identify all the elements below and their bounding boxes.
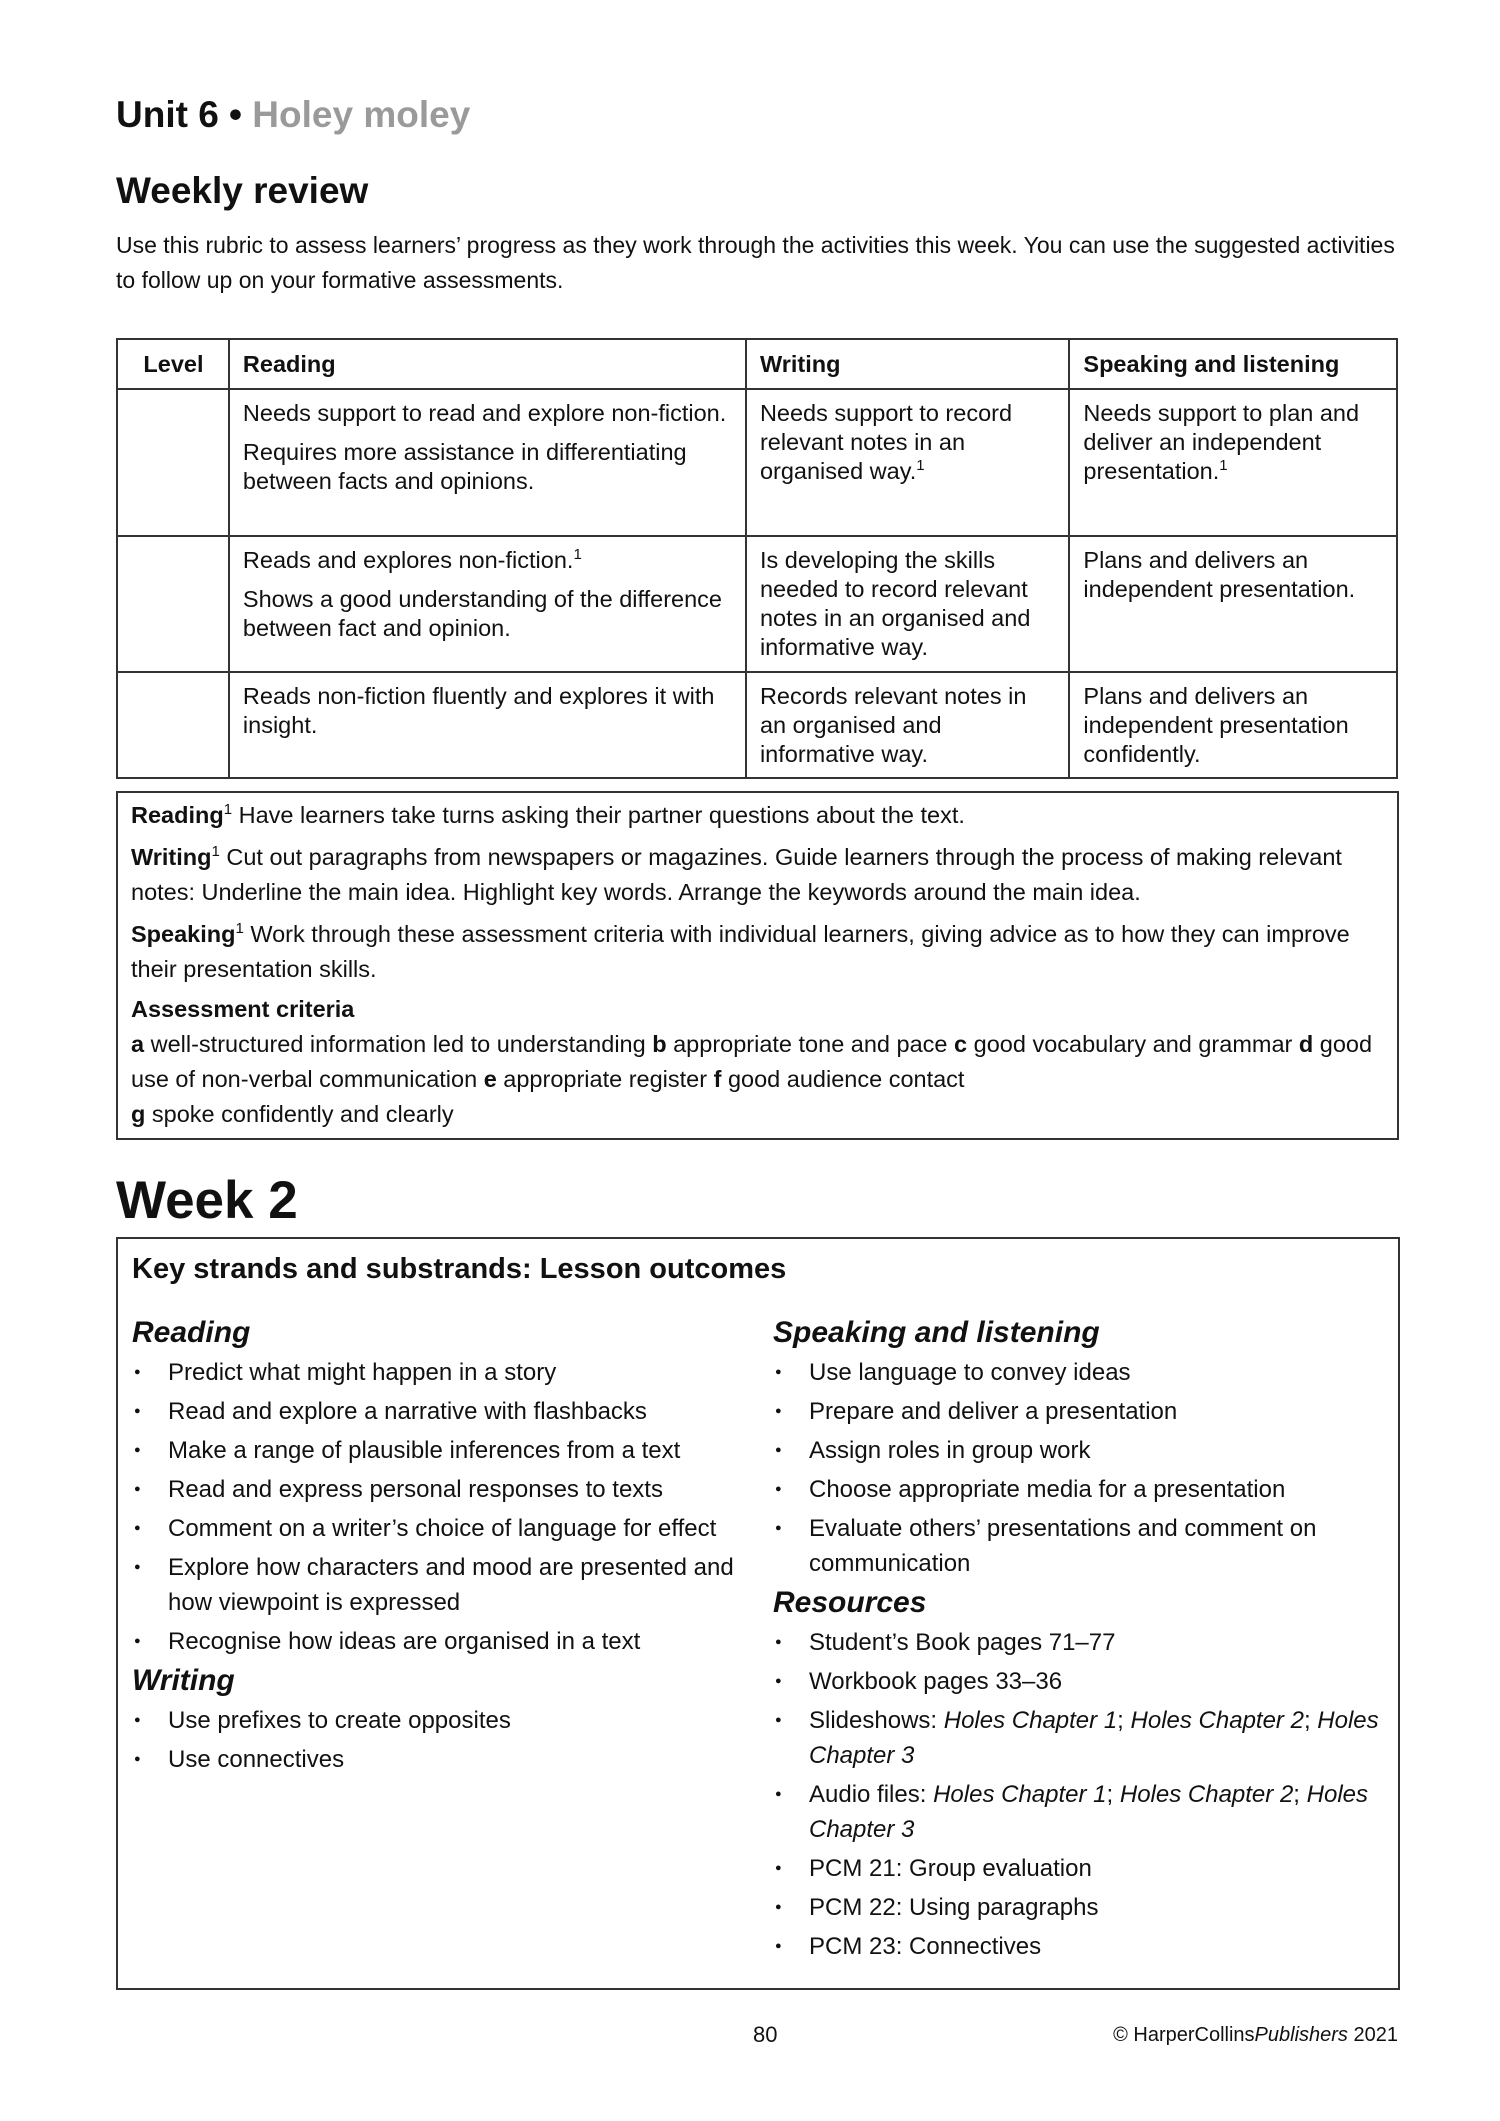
list-item (773, 1777, 1383, 1847)
column-header-speaking: Speaking and listening (1069, 339, 1397, 389)
reading-cell (229, 672, 746, 778)
unit-separator: • (218, 94, 253, 135)
criterion-letter: g (131, 1101, 146, 1127)
copyright-suffix: 2021 (1347, 2024, 1398, 2046)
followup-label: Reading (131, 802, 224, 828)
cell-text: Needs support to read and explore non-fiction. (242, 400, 727, 426)
reading-cell (229, 536, 746, 672)
followup-reading (131, 798, 1385, 833)
criterion-letter: f (713, 1066, 722, 1092)
resource-separator: ; (1106, 1781, 1120, 1808)
list-item: ● Make a range of plausible inferences from a text (132, 1433, 752, 1468)
resource-separator: ; (1293, 1781, 1307, 1808)
criterion-text: well-structured information led to understanding (144, 1031, 653, 1057)
criterion-letter: d (1298, 1031, 1314, 1057)
list-item: ● PCM 21: Group evaluation (773, 1851, 1383, 1886)
resource-title: Holes Chapter 1 (933, 1781, 1107, 1808)
cell-text: Needs support to plan and deliver an independent presentation. (1083, 400, 1360, 484)
list-item: ● Predict what might happen in a story (132, 1355, 752, 1390)
resource-title: Holes Chapter 2 (1119, 1781, 1294, 1808)
list-item: ● Read and express personal responses to texts (132, 1472, 752, 1507)
reading-cell (229, 389, 746, 536)
followup-box (116, 791, 1399, 1140)
cell-text: Reads non-fiction fluently and explores it with insight. (242, 683, 715, 738)
resources-list (773, 1625, 1383, 1964)
footnote-mark: 1 (1219, 457, 1228, 475)
list-item: ● Assign roles in group work (773, 1433, 1383, 1468)
resource-title: Holes Chapter 3 (809, 1781, 1368, 1843)
resource-separator: ; (1117, 1707, 1131, 1734)
level-cell (117, 389, 229, 536)
footnote-mark: 1 (235, 920, 244, 938)
lesson-outcomes-box (116, 1237, 1400, 1990)
cell-text: Reads and explores non-fiction. (242, 547, 574, 573)
speaking-heading: Speaking and listening (773, 1316, 1100, 1349)
rubric-table (116, 338, 1398, 779)
list-item: ● PCM 22: Using paragraphs (773, 1890, 1383, 1925)
criteria-list (131, 1027, 1385, 1132)
cell-text: Shows a good understanding of the difference between fact and opinion. (242, 586, 722, 641)
list-item (773, 1703, 1383, 1773)
criterion-text: appropriate tone and pace (666, 1031, 955, 1057)
list-item: ● Explore how characters and mood are presented and how viewpoint is expressed (132, 1550, 752, 1620)
unit-label: Unit 6 (116, 94, 219, 135)
speaking-cell (1069, 389, 1397, 536)
unit-heading (116, 94, 470, 136)
list-item: ● Use connectives (132, 1742, 752, 1777)
footnote-mark: 1 (211, 843, 220, 861)
copyright-prefix: © HarperCollins (1113, 2024, 1255, 2046)
speaking-cell: Plans and delivers an independent presentation. (1069, 536, 1397, 672)
outcomes-title: Key strands and substrands: Lesson outcomes (132, 1253, 787, 1285)
criterion-letter: b (652, 1031, 667, 1057)
unit-subtitle: Holey moley (252, 94, 471, 135)
resource-separator: ; (1303, 1707, 1318, 1734)
column-header-reading: Reading (229, 339, 746, 389)
followup-label: Speaking (131, 921, 236, 947)
footnote-mark: 1 (573, 546, 582, 564)
list-item: ● Workbook pages 33–36 (773, 1664, 1383, 1699)
table-row (117, 536, 1397, 672)
writing-list (132, 1703, 752, 1777)
criterion-text: good vocabulary and grammar (967, 1031, 1299, 1057)
table-row (117, 389, 1397, 536)
list-item: ● Evaluate others’ presentations and comment on communication (773, 1511, 1383, 1581)
reading-heading: Reading (132, 1316, 251, 1349)
criterion-text: good use of non-verbal communication (131, 1031, 1373, 1092)
criterion-letter: a (131, 1031, 145, 1057)
list-item: ● Use prefixes to create opposites (132, 1703, 752, 1738)
page-number: 80 (753, 2022, 778, 2047)
footnote-mark: 1 (223, 801, 233, 819)
cell-text: Needs support to record relevant notes in an organised way. (759, 400, 1013, 484)
column-header-level: Level (117, 339, 229, 389)
resource-title: Holes Chapter 2 (1130, 1707, 1304, 1734)
rubric-header-row (117, 339, 1397, 389)
followup-text: Cut out paragraphs from newspapers or magazines. Guide learners through the process of making relevant notes: Underline the main idea. Highlight key words. Arrange the keywords around the main idea. (131, 844, 1342, 905)
criteria-heading: Assessment criteria (131, 996, 355, 1022)
followup-speaking (131, 917, 1385, 987)
column-header-writing: Writing (746, 339, 1069, 389)
list-item: ● Comment on a writer’s choice of language for effect (132, 1511, 752, 1546)
criterion-text: appropriate register (496, 1066, 714, 1092)
footnote-mark: 1 (916, 457, 925, 475)
writing-cell: Records relevant notes in an organised and informative way. (746, 672, 1069, 778)
criterion-letter: c (954, 1031, 968, 1057)
resource-title: Holes Chapter 1 (943, 1707, 1118, 1734)
table-row (117, 672, 1397, 778)
criterion-letter: e (483, 1066, 497, 1092)
list-item: ● Student’s Book pages 71–77 (773, 1625, 1383, 1660)
writing-heading: Writing (132, 1664, 235, 1697)
list-item: ● Read and explore a narrative with flashbacks (132, 1394, 752, 1429)
list-item: ● Use language to convey ideas (773, 1355, 1383, 1390)
list-item: ● Prepare and deliver a presentation (773, 1394, 1383, 1429)
copyright (1113, 2024, 1398, 2047)
resource-prefix: Slideshows: (809, 1707, 944, 1734)
list-item: ● Choose appropriate media for a presentation (773, 1472, 1383, 1507)
outcomes-right-column (773, 1315, 1383, 1968)
writing-cell (746, 389, 1069, 536)
cell-text: Requires more assistance in differentiating between facts and opinions. (242, 439, 687, 494)
followup-text: Work through these assessment criteria with individual learners, giving advice as to how they can improve their presentation skills. (131, 921, 1350, 982)
criterion-text: spoke confidently and clearly (145, 1101, 454, 1127)
copyright-italic: Publishers (1254, 2024, 1348, 2046)
list-item: ● Recognise how ideas are organised in a text (132, 1624, 752, 1659)
writing-cell: Is developing the skills needed to record relevant notes in an organised and informative way. (746, 536, 1069, 672)
speaking-cell: Plans and delivers an independent presentation confidently. (1069, 672, 1397, 778)
list-item: ● PCM 23: Connectives (773, 1929, 1383, 1964)
level-cell (117, 536, 229, 672)
week-title: Week 2 (116, 1171, 298, 1230)
speaking-list (773, 1355, 1383, 1581)
section-title: Weekly review (116, 170, 369, 211)
reading-list (132, 1355, 752, 1659)
outcomes-left-column (132, 1315, 752, 1781)
followup-label: Writing (131, 844, 212, 870)
level-cell (117, 672, 229, 778)
resource-title: Holes Chapter 3 (809, 1707, 1379, 1769)
followup-text: Have learners take turns asking their partner questions about the text. (232, 802, 965, 828)
intro-text: Use this rubric to assess learners’ progress as they work through the activities this week. You can use the suggested activities to follow up on your formative assessments. (116, 232, 1395, 293)
cell-text (243, 546, 733, 575)
resource-prefix: Audio files: (809, 1781, 934, 1808)
resources-heading: Resources (773, 1586, 927, 1619)
criterion-text: good audience contact (721, 1066, 965, 1092)
followup-writing (131, 840, 1385, 910)
